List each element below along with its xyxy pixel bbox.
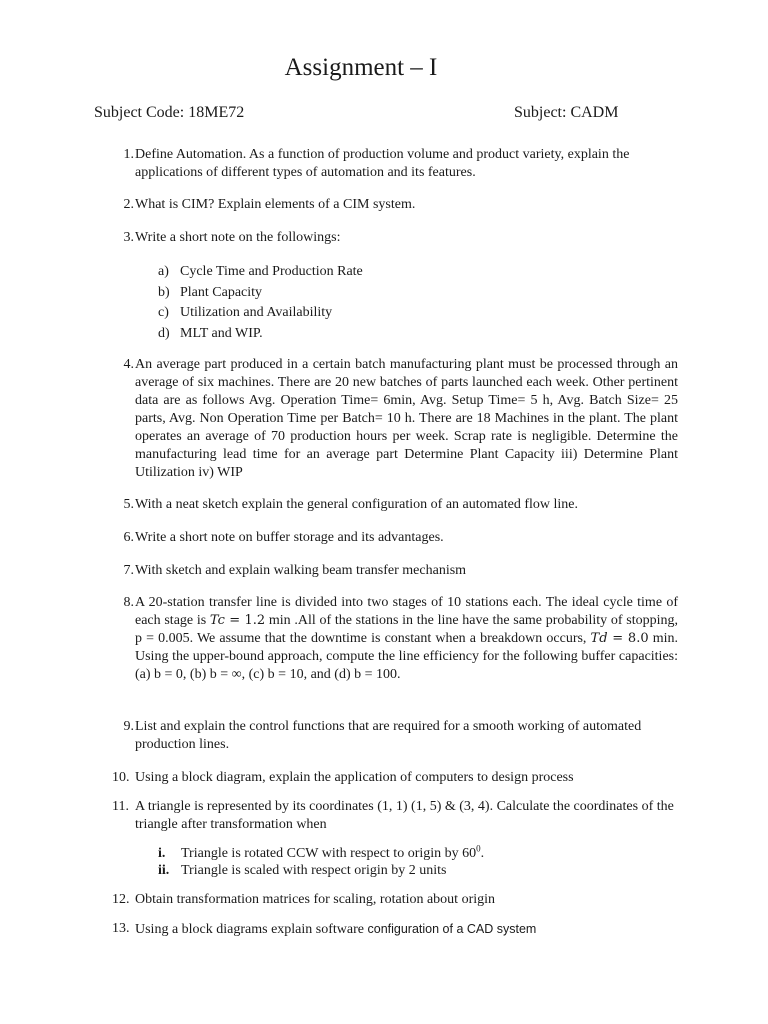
question-12 [112, 891, 678, 909]
question-text-part: min .All of the stations in the line have the same probability of stopping, p = 0.005. We assume that the downtime is constant when a breakdown occurs, [135, 613, 679, 646]
page-title: Assignment – I [284, 54, 438, 81]
question-text: Define Automation. As a function of production volume and product variety, explain the applications of different types of automation and its features. [135, 147, 630, 180]
question-text-part: min. Using the upper-bound approach, compute the line efficiency for the following buffer capacities: (a) b = 0, (b) b = ∞, (c) b = 10, and (d) b = 100. [135, 631, 678, 682]
item-text: Cycle Time and Production Rate [180, 264, 363, 279]
question-number: 10. [112, 770, 130, 785]
item-text-main: Triangle is rotated CCW with respect to origin by 60 [181, 846, 477, 861]
item-text: MLT and WIP. [180, 325, 263, 341]
question-text: With a neat sketch explain the general configuration of an automated flow line. [135, 497, 578, 512]
question-8 [112, 594, 678, 684]
question-10 [112, 769, 678, 787]
question-13 [112, 920, 678, 939]
question-text-part: configuration of a CAD system [367, 922, 537, 936]
question-number: 4. [123, 357, 134, 372]
question-number: 9. [123, 719, 134, 734]
question-5 [112, 496, 678, 514]
item-label: a) [158, 264, 169, 279]
question-text: Write a short note on the followings: [135, 230, 341, 245]
downtime-value: = 8.0 [607, 631, 649, 646]
item-text-tail: . [480, 846, 485, 861]
item-label: i. [158, 846, 166, 861]
question-text: What is CIM? Explain elements of a CIM system. [135, 197, 416, 212]
question-9 [112, 718, 678, 754]
downtime-symbol: Td [590, 631, 608, 646]
item-text: Plant Capacity [180, 284, 263, 300]
question-number: 5. [123, 497, 134, 512]
question-number: 3. [123, 230, 134, 245]
question-text: With sketch and explain walking beam transfer mechanism [135, 563, 467, 578]
cycle-time-value: = 1.2 [224, 613, 266, 628]
subject-code: Subject Code: 18ME72 [94, 104, 245, 121]
question-text: Write a short note on buffer storage and its advantages. [135, 530, 444, 545]
question-2 [112, 196, 678, 214]
question-number: 1. [123, 147, 134, 162]
question-1 [112, 146, 678, 182]
subject-name: Subject: CADM [514, 104, 619, 121]
question-number: 6. [123, 530, 134, 545]
question-11 [112, 798, 678, 834]
item-text [181, 845, 484, 862]
question-number: 7. [123, 563, 134, 578]
question-text: Using a block diagram, explain the application of computers to design process [135, 770, 574, 785]
question-text: A triangle is represented by its coordinates (1, 1) (1, 5) & (3, 4). Calculate the coordinates of the triangle after transformation when [135, 799, 674, 832]
item-label: b) [158, 284, 170, 300]
question-text [135, 594, 678, 684]
question-number: 8. [123, 595, 134, 610]
item-text: Utilization and Availability [180, 305, 333, 320]
question-number: 2. [123, 197, 134, 212]
question-text [135, 920, 678, 939]
question-3 [112, 229, 678, 247]
degree-superscript: 0 [476, 843, 481, 854]
question-number: 11. [112, 799, 129, 814]
question-text: An average part produced in a certain batch manufacturing plant must be processed through an average of six machines. There are 20 new batches of parts launched each week. Other pertinent data are as follows Avg. Operation Time= 6min, Avg. Setup Time= 5 h, Avg. Batch Size= 25 parts, Avg. Non Operation Time per Batch= 10 h. There are 18 Machines in the plant. The plant operates an average of 70 production hours per week. Scrap rate is negligible. Determine the manufacturing lead time for an average part Determine Plant Capacity iii) Determine Plant Utilization iv) WIP [135, 357, 678, 480]
cycle-time-symbol: Tc [209, 613, 225, 628]
question-6 [112, 529, 678, 547]
question-4 [112, 356, 678, 482]
item-text: Triangle is scaled with respect origin by 2 units [181, 863, 447, 878]
question-text-part: Using a block diagrams explain software [135, 922, 368, 937]
question-number: 13. [112, 921, 130, 936]
question-text: Obtain transformation matrices for scaling, rotation about origin [135, 892, 496, 907]
item-label: c) [158, 305, 169, 320]
item-label: d) [158, 325, 170, 341]
item-label: ii. [158, 863, 170, 878]
question-number: 12. [112, 892, 130, 907]
question-7 [112, 562, 678, 580]
question-text-part: A 20-station transfer line is divided into two stages of 10 stations each. The ideal cycle time of each stage is [135, 595, 678, 628]
question-text: List and explain the control functions that are required for a smooth working of automated production lines. [135, 719, 642, 752]
